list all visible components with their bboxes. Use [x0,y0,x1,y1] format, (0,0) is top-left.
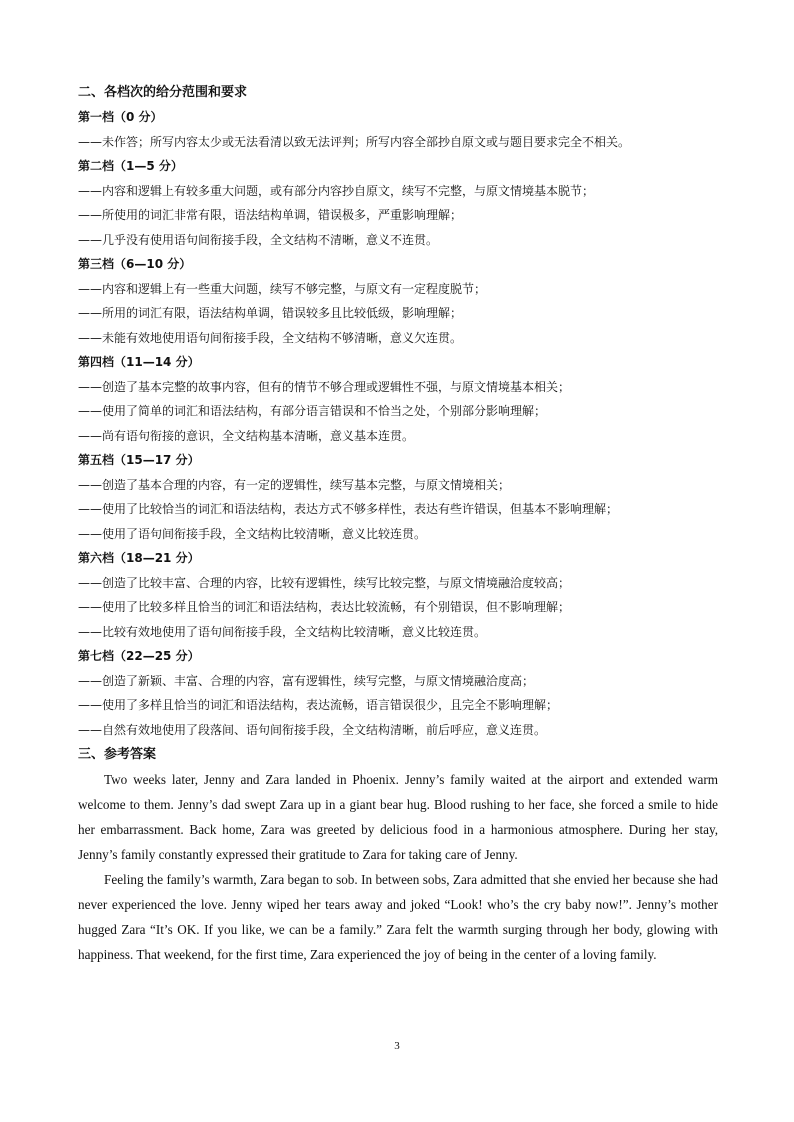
tier-title: 第五档（15—17 分） [78,453,200,467]
tier-criterion: ——创造了基本合理的内容，有一定的逻辑性，续写基本完整，与原文情境相关； [78,477,511,492]
tier-3 [78,252,718,350]
tier-4 [78,350,718,448]
tier-criterion: ——未能有效地使用语句间衔接手段，全文结构不够清晰，意义欠连贯。 [78,330,463,345]
tier-title: 第二档（1—5 分） [78,159,183,173]
tier-criterion: ——尚有语句衔接的意识，全文结构基本清晰，意义基本连贯。 [78,428,415,443]
answer-paragraph: Two weeks later, Jenny and Zara landed in Phoenix. Jenny’s family waited at the airport and extended warm welcome to them. Jenny’s dad swept Zara up in a giant bear hug. Blood rushing to her face, she forced a smile to hide her embarrassment. Back home, Zara was greeted by delicious food in a harmonious atmosphere. During her stay, Jenny’s family constantly expressed their gratitude to Zara for taking care of Jenny. [78,772,718,862]
tier-criterion: ——使用了语句间衔接手段，全文结构比较清晰，意义比较连贯。 [78,526,427,541]
tier-criterion: ——所使用的词汇非常有限，语法结构单调，错误极多，严重影响理解； [78,208,463,222]
section-heading-reference-answer: 三、参考答案 [78,747,157,762]
tier-criterion: ——创造了基本完整的故事内容，但有的情节不够合理或逻辑性不强，与原文情境基本相关； [78,379,571,394]
tier-criterion: ——自然有效地使用了段落间、语句间衔接手段，全文结构清晰，前后呼应，意义连贯。 [78,722,547,737]
tier-criterion: ——使用了比较多样且恰当的词汇和语法结构，表达比较流畅，有个别错误，但不影响理解； [78,600,571,614]
tier-title: 第三档（6—10 分） [78,257,192,271]
tier-criterion: ——使用了多样且恰当的词汇和语法结构，表达流畅，语言错误很少，且完全不影响理解； [78,698,559,712]
section-heading-scoring-ranges: 二、各档次的给分范围和要求 [78,85,248,100]
tier-criterion: ——创造了新颖、丰富、合理的内容，富有逻辑性，续写完整，与原文情境融洽度高； [78,673,535,688]
tier-criterion: ——内容和逻辑上有一些重大问题，续写不够完整，与原文有一定程度脱节； [78,281,487,296]
tier-title: 第四档（11—14 分） [78,355,200,369]
tier-criterion: ——使用了比较恰当的词汇和语法结构，表达方式不够多样性，表达有些许错误，但基本不影响理解； [78,502,619,516]
tier-title: 第一档（0 分） [78,110,163,124]
answer-paragraph: Feeling the family’s warmth, Zara began to sob. In between sobs, Zara admitted that she envied her because she had never experienced the love. Jenny wiped her tears away and joked “Look! who’s the cry baby now!”. Jenny’s mother hugged Zara “It’s OK. If you like, we can be a family.” Zara felt the warmth surging through her body, glowing with happiness. That weekend, for the first time, Zara experienced the joy of being in the center of a loving family. [78,872,718,962]
page-content [78,80,718,967]
tier-2 [78,154,718,252]
tier-criterion: ——使用了简单的词汇和语法结构，有部分语言错误和不恰当之处，个别部分影响理解； [78,404,547,418]
tier-criterion: ——未作答；所写内容太少或无法看清以致无法评判；所写内容全部抄自原文或与题目要求完全不相关。 [78,134,631,149]
tier-1 [78,105,718,154]
tier-criterion: ——几乎没有使用语句间衔接手段，全文结构不清晰，意义不连贯。 [78,232,439,247]
tier-title: 第六档（18—21 分） [78,551,200,565]
tier-6 [78,546,718,644]
tier-criterion: ——内容和逻辑上有较多重大问题，或有部分内容抄自原文，续写不完整，与原文情境基本脱节； [78,183,595,198]
tier-title: 第七档（22—25 分） [78,649,200,663]
tier-7 [78,644,718,742]
page-number: 3 [394,1040,400,1052]
tier-5 [78,448,718,546]
tier-criterion: ——所用的词汇有限，语法结构单调，错误较多且比较低级，影响理解； [78,306,463,320]
tier-criterion: ——创造了比较丰富、合理的内容，比较有逻辑性，续写比较完整，与原文情境融洽度较高； [78,575,571,590]
tier-criterion: ——比较有效地使用了语句间衔接手段，全文结构比较清晰，意义比较连贯。 [78,624,487,639]
